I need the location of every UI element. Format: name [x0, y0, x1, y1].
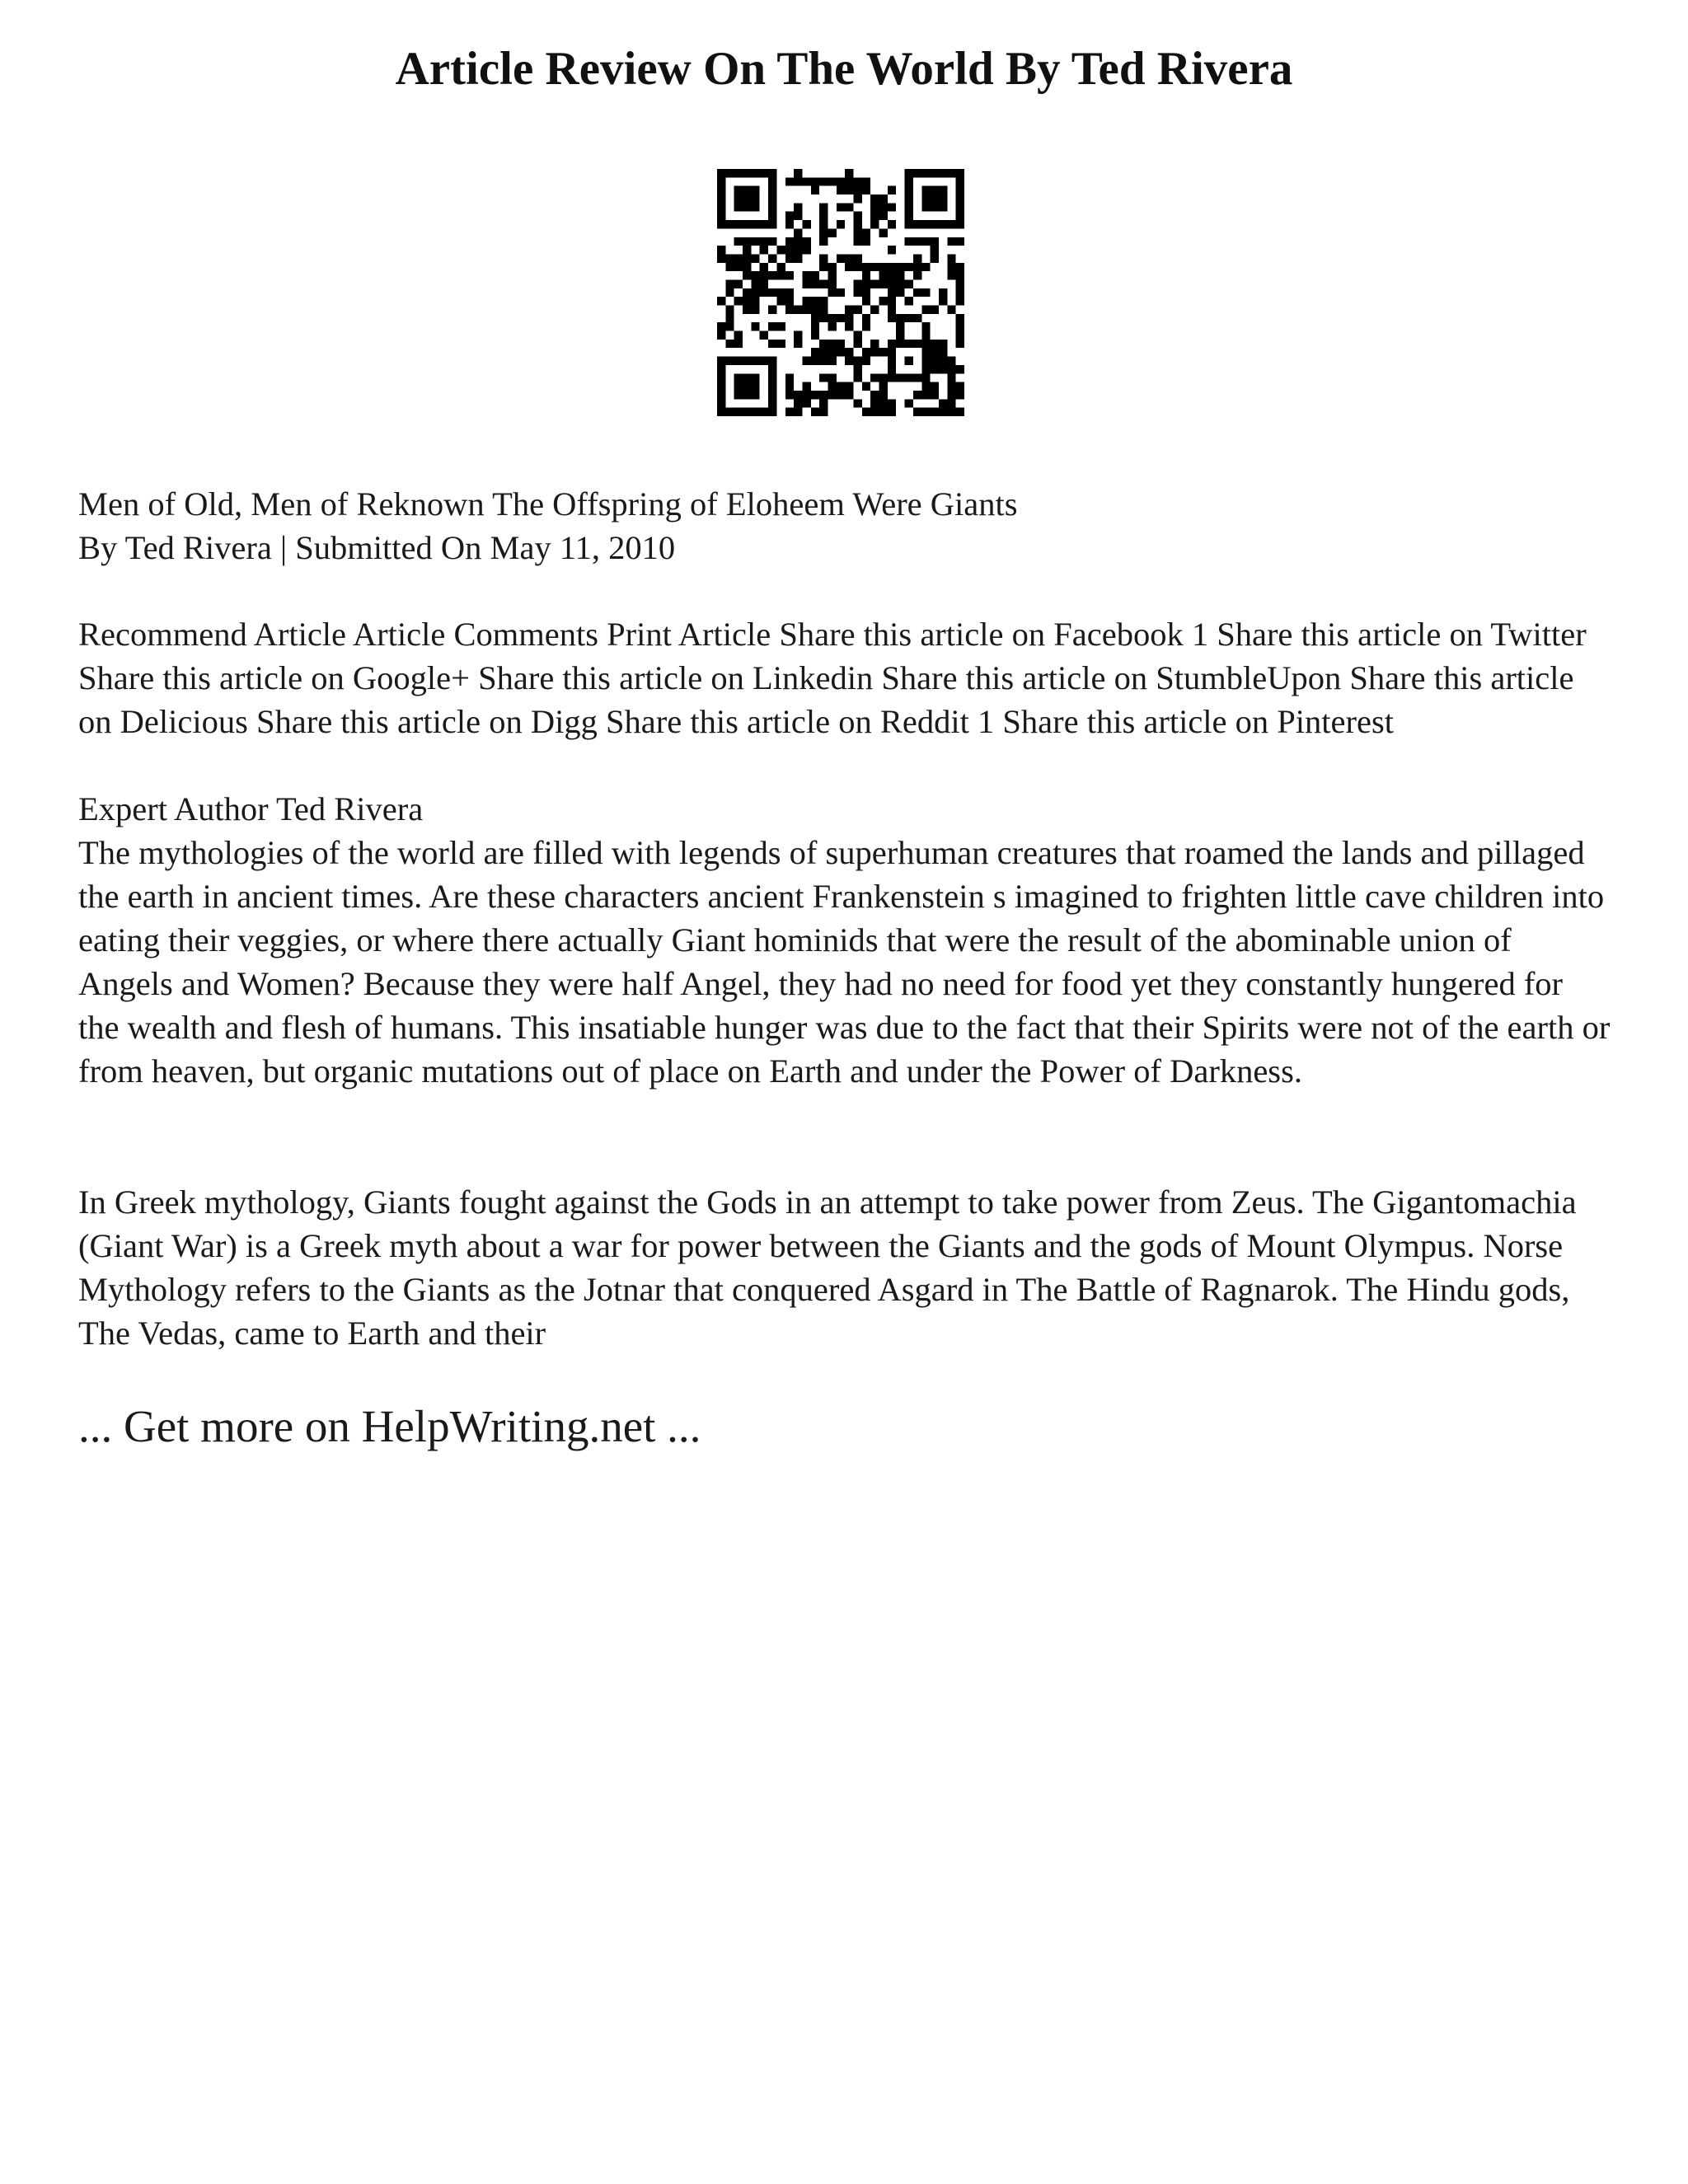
article-paragraph: The mythologies of the world are filled with legends of superhuman creatures that roamed the lands and pillaged the earth in ancient times. Are these characters ancient Frankenstein s imagined to frighten little cave children into eating their veggies, or where there actually Giant hominids that were the result of the abominable union of Angels and Women? Because they were half Angel, they had no need for food yet they constantly hungered for the wealth and flesh of humans. This insatiable hunger was due to the fact that their Spirits were not of the earth or from heaven, but organic mutations out of place on Earth and under the Power of Darkness.	[78, 834, 1611, 1090]
article-byline: By Ted Rivera | Submitted On May 11, 2010	[78, 529, 676, 566]
article-heading: Men of Old, Men of Reknown The Offspring of Eloheem Were Giants	[78, 485, 1018, 523]
get-more-link[interactable]: ... Get more on HelpWriting.net ...	[78, 1401, 701, 1451]
document-title: Article Review On The World By Ted Rivera	[395, 43, 1293, 95]
expert-author: Expert Author Ted Rivera	[78, 790, 424, 827]
share-bar: Recommend Article Article Comments Print Article Share this article on Facebook 1 Share this article on Twitter Share this article on Google+ Share this article on Linkedin Share this article on StumbleUpon Share this article on Delicious Share this article on Digg Share this article on Reddit 1 Share this article on Pinterest	[78, 616, 1587, 740]
article-paragraph: In Greek mythology, Giants fought against the Gods in an attempt to take power from Zeus. The Gigantomachia (Giant War) is a Greek myth about a war for power between the Giants and the gods of Mount Olympus. Norse Mythology refers to the Giants as the Jotnar that conquered Asgard in The Battle of Ragnarok. The Hindu gods, The Vedas, came to Earth and their	[78, 1183, 1577, 1352]
qr-code-graphic	[717, 169, 964, 416]
qr-code-icon	[717, 169, 964, 416]
